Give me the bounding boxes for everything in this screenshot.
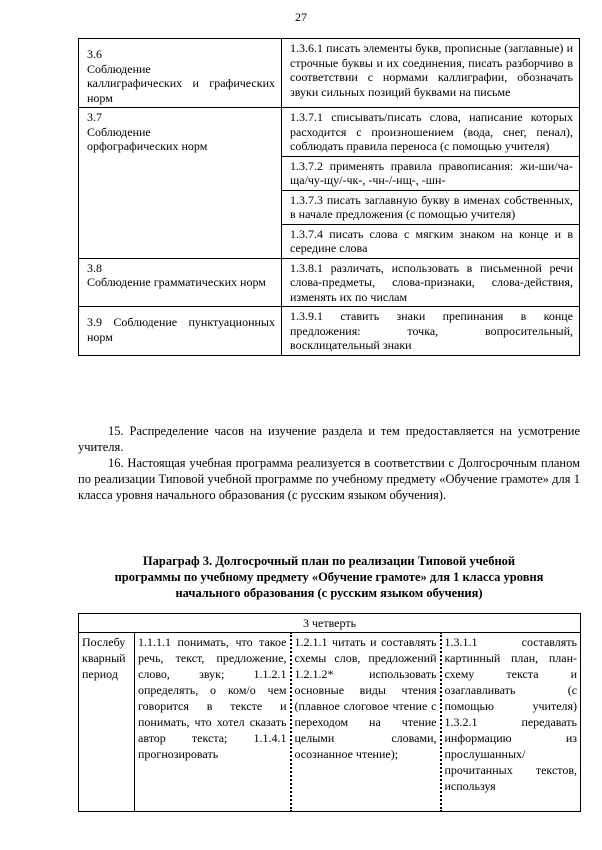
table-row [79, 258, 580, 307]
table-row [79, 633, 581, 812]
objective-text: 1.3.9.1 ставить знаки препинания в конце предложения: точка, вопросительный, восклицательный знаки [290, 309, 573, 352]
section-number: 3.7 [87, 110, 102, 124]
writing-cell [441, 633, 581, 812]
objective-cell [282, 156, 580, 190]
period-cell [79, 633, 135, 812]
period-text: Послебу кварный период [82, 635, 126, 681]
objective-cell [282, 224, 580, 258]
paragraph-15: 15. Распределение часов на изучение раздела и тем предоставляется на усмотрение учителя. [78, 424, 580, 454]
table-row [79, 39, 580, 108]
objective-text: 1.3.7.3 писать заглавную букву в именах собственных, в начале предложения (с помощью учителя) [290, 192, 573, 221]
objective-cell [282, 39, 580, 108]
reading-cell [291, 633, 441, 812]
reading-text: 1.2.1.1 читать и составлять схемы слов, предложений 1.2.1.2* использовать основные виды чтения (плавное слоговое чтение с переходом на чтение целыми словами, осознанное чтение); [294, 635, 437, 761]
section-cell [79, 307, 282, 356]
section-cell [79, 108, 282, 259]
heading-line: начального образования (с русским языком обучения) [175, 586, 483, 600]
page-number: 27 [295, 10, 307, 24]
section-heading [78, 553, 580, 601]
objective-text: 1.3.7.1 списывать/писать слова, написание которых расходится с произношением (вода, снег, пенал), соблюдать правила переноса (с помощью учителя) [290, 110, 573, 153]
objective-cell [282, 307, 580, 356]
standards-table [78, 38, 580, 356]
objective-text: 1.3.7.2 применять правила правописания: жи-ши/ча-ща/чу-щу/-чк-, -чн-/-нщ-, -шн- [290, 158, 573, 187]
section-cell [79, 258, 282, 307]
table-row [79, 108, 580, 157]
section-cell [79, 39, 282, 108]
section-title: 3.9 Соблюдение пунктуационных норм [87, 315, 275, 344]
section-number: 3.8 [87, 260, 102, 275]
objective-text: 1.3.7.4 писать слова с мягким знаком на конце и в середине слова [290, 226, 573, 255]
heading-line: Параграф 3. Долгосрочный план по реализации Типовой учебной [142, 554, 516, 568]
table-row [79, 307, 580, 356]
section-title: Соблюдение грамматических норм [87, 275, 266, 289]
heading-line: программы по учебному предмету «Обучение грамоте» для 1 класса уровня [114, 570, 544, 584]
objective-text: 1.3.6.1 писать элементы букв, прописные (заглавные) и строчные буквы и их соединения, писать разборчиво в соответствии с нормами каллиграфии, обозначать звуки сильных позиций буквами на письме [290, 41, 573, 99]
table-row [79, 614, 581, 633]
section-title: Соблюдение [87, 61, 151, 76]
section-number: 3.6 [87, 47, 102, 61]
section-title: каллиграфических и графических норм [87, 76, 275, 105]
objective-cell [282, 190, 580, 224]
paragraph-16: 16. Настоящая учебная программа реализуется в соответствии с Долгосрочным планом по реализации Типовой учебной программе по учебному предмету «Обучение грамоте» для 1 класса уровня начального образования (с русским языком обучения). [78, 456, 580, 502]
objective-cell [282, 258, 580, 307]
objective-text: 1.3.8.1 различать, использовать в письменной речи слова-предметы, слова-признаки, слова-действия, изменять их по числам [290, 260, 573, 304]
section-title: орфографических норм [87, 139, 208, 153]
objective-cell [282, 108, 580, 157]
long-term-plan-table [78, 613, 581, 812]
listening-cell [135, 633, 291, 812]
writing-text: 1.3.1.1 составлять картинный план, план-схему текста и озаглавливать (с помощью учителя) 1.3.2.1 передавать информацию из прослушанных/ прочитанных текстов, используя [444, 635, 578, 793]
section-title: Соблюдение [87, 124, 151, 139]
listening-text: 1.1.1.1 понимать, что такое речь, текст, предложение, слово, звук; 1.1.2.1 определять, о ком/о чем говорится в тексте и понимать, что хотел сказать автор текста; 1.1.4.1 прогнозировать [138, 635, 287, 761]
quarter-header: 3 четверть [79, 614, 581, 633]
